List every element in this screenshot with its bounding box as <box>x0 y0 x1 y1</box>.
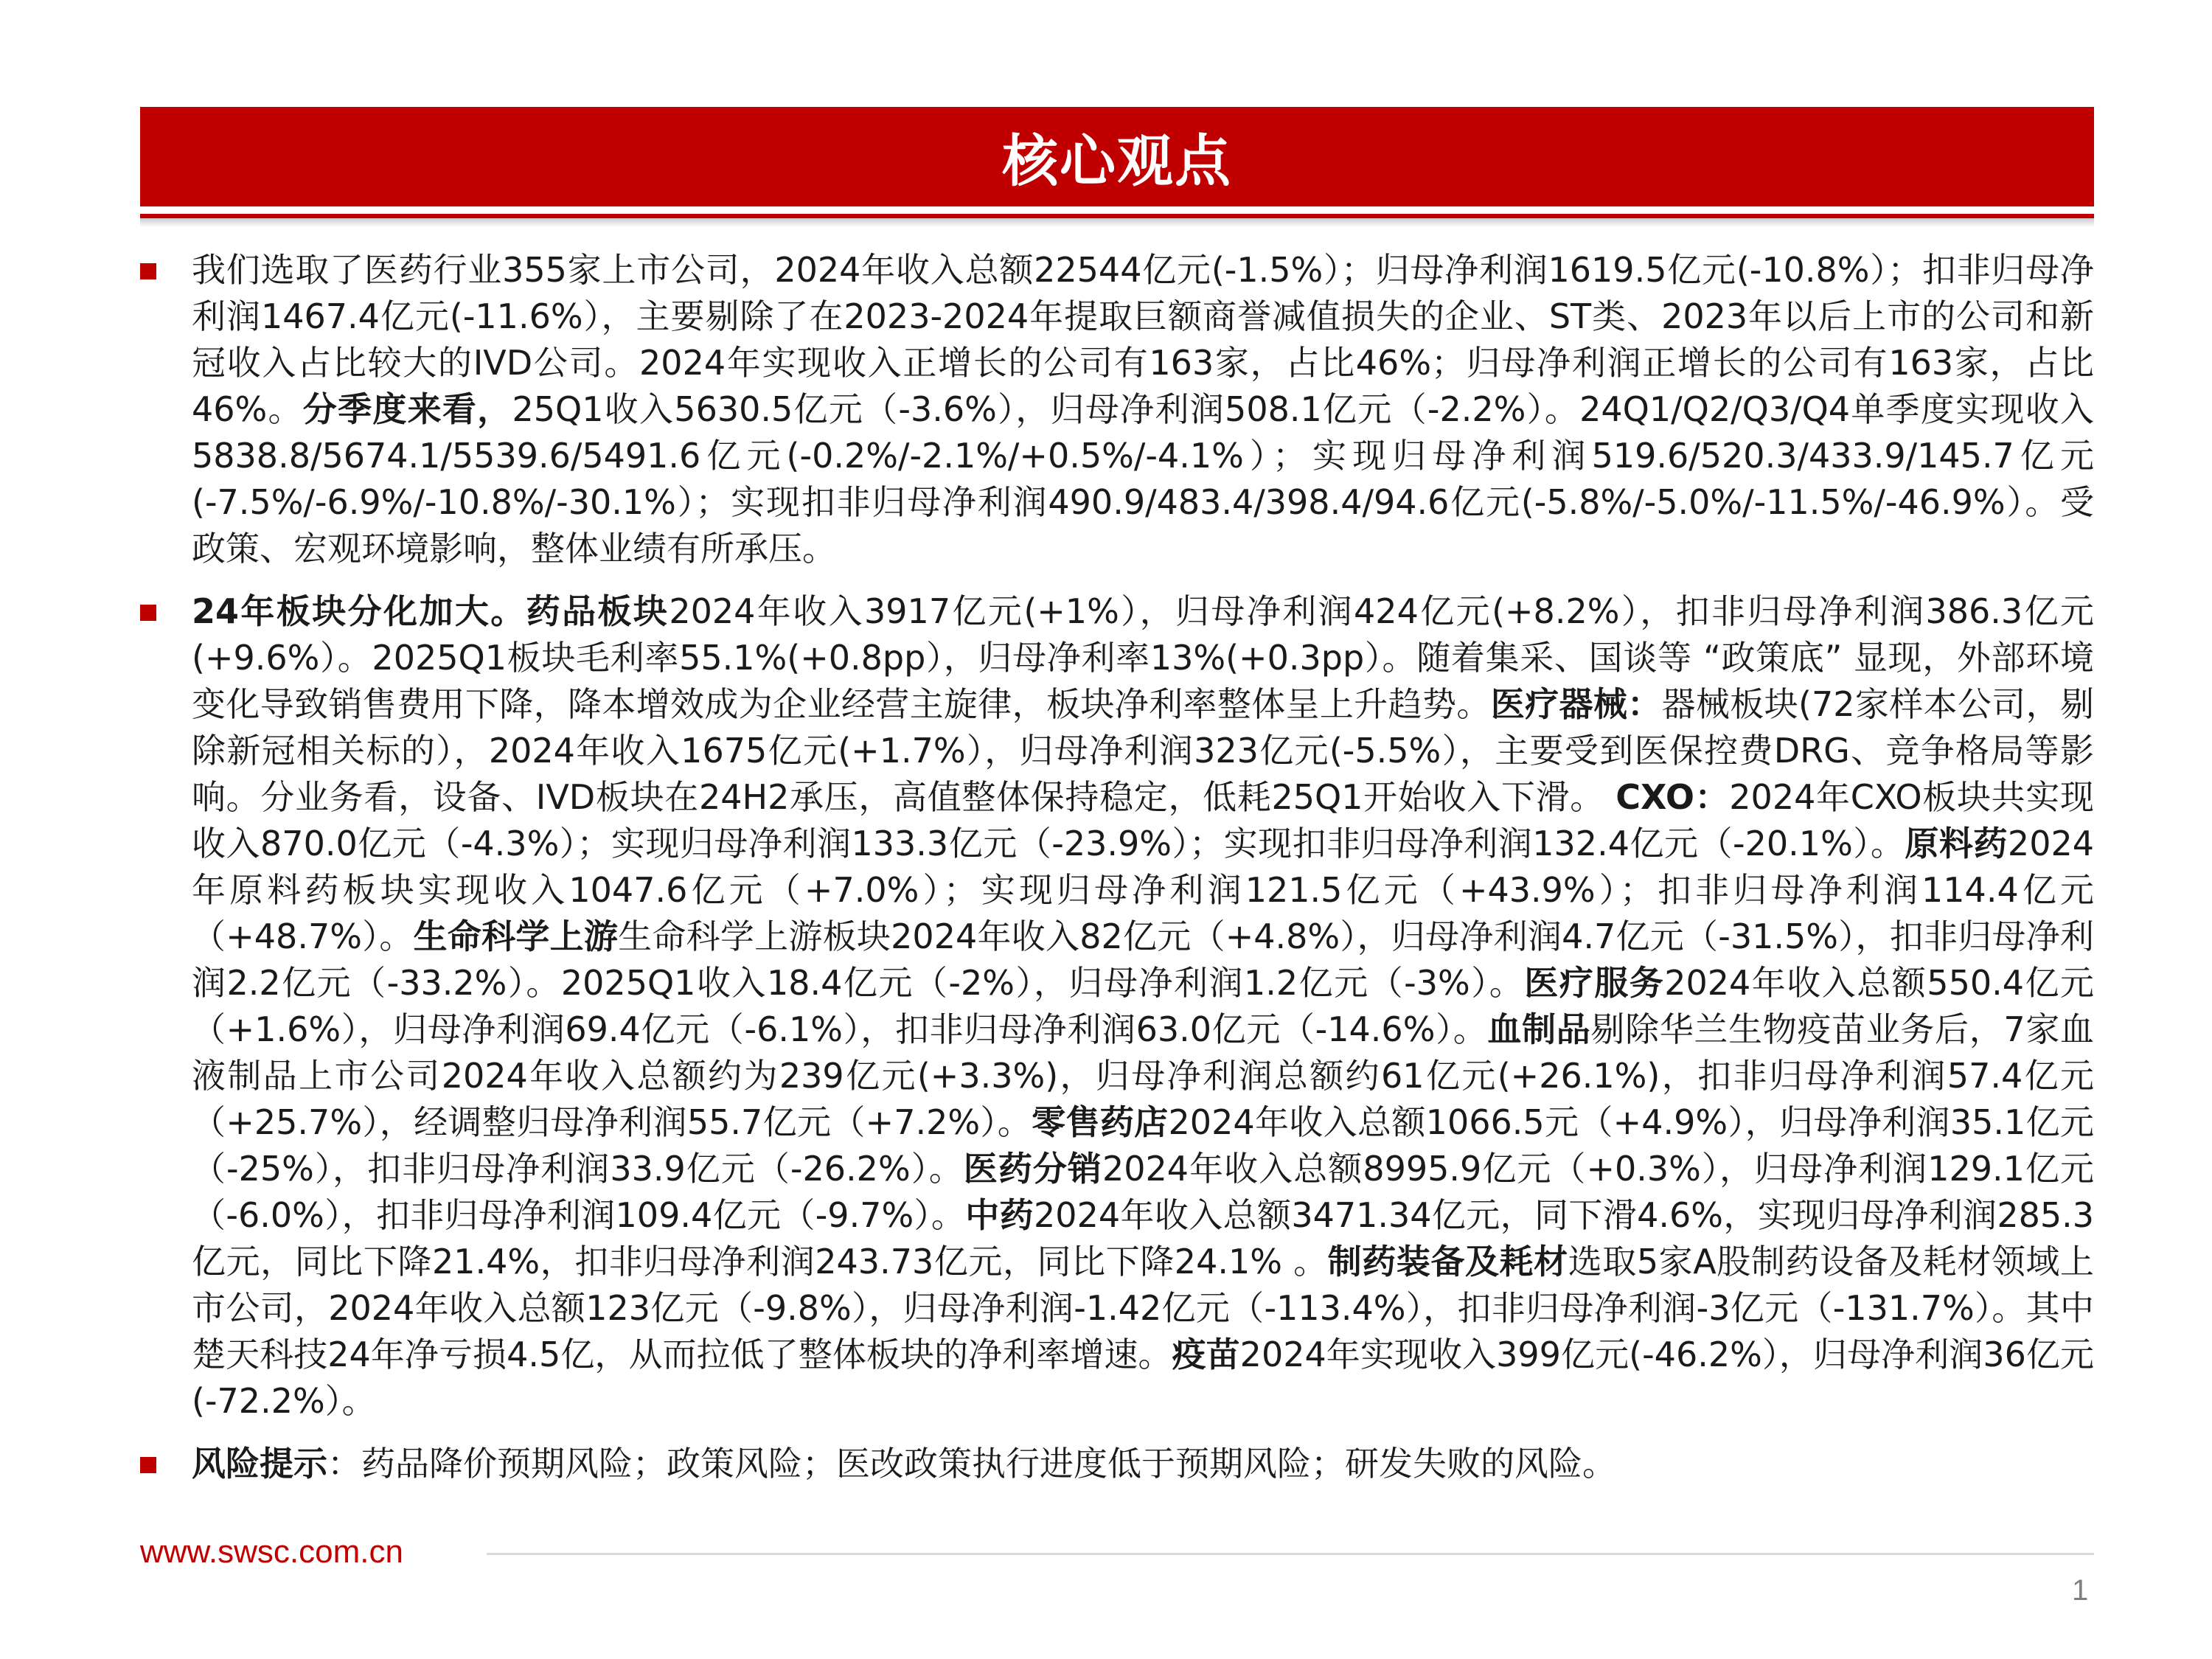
bullet-text <box>192 1444 1616 1484</box>
highlight-segment: 零售药店 <box>1032 1102 1169 1142</box>
text-segment: 2024年收入总额550.4亿元（+1.6%），归母净利润69.4亿元（-6.1%），扣非归母净利润63.0亿元（-14.6%）。 <box>192 963 2095 1049</box>
text-segment: 2024年收入总额1066.5元（+4.9%），归母净利润35.1亿元（-25%），扣非归母净利润33.9亿元（-26.2%）。 <box>192 1102 2094 1189</box>
page-number: 1 <box>2072 1574 2089 1607</box>
bullet-sectors <box>140 588 2094 1425</box>
highlight-segment: 疫苗 <box>1172 1335 1240 1374</box>
highlight-segment: 医药分销 <box>963 1149 1102 1189</box>
footer-website-link[interactable]: www.swsc.com.cn <box>140 1534 403 1570</box>
bullet-text <box>192 591 2094 1421</box>
square-bullet-icon <box>140 263 156 279</box>
bullet-text <box>192 250 2094 568</box>
text-segment: 2024年实现收入399亿元(-46.2%），归母净利润36亿元(-72.2%）。 <box>192 1335 2094 1421</box>
text-segment: 器械板块(72家样本公司，剔除新冠相关标的），2024年收入1675亿元(+1.7%），归母净利润323亿元(-5.5%），主要受到医保控费DRG、竞争格局等影响。分业务看，设备、IVD板块在24H2承压，高值整体保持稳定，低耗25Q1开始收入下滑。 <box>192 684 2095 817</box>
content-body <box>140 247 2094 1503</box>
highlight-segment: 血制品 <box>1487 1009 1591 1049</box>
text-segment: 我们选取了医药行业355家上市公司，2024年收入总额22544亿元(-1.5%）；归母净利润1619.5亿元(-10.8%）；扣非归母净利润1467.4亿元(-11.6%），主要剔除了在2023-2024年提取巨额商誉减值损失的企业、ST类、2023年以后上市的公司和新冠收入占比较大的IVD公司。2024年实现收入正增长的公司有163家，占比46%；归母净利润正增长的公司有163家，占比46%。 <box>192 250 2094 429</box>
highlight-segment: 生命科学上游 <box>413 917 619 956</box>
text-segment: 25Q1收入5630.5亿元（-3.6%），归母净利润508.1亿元（-2.2%）。24Q1/Q2/Q3/Q4单季度实现收入5838.8/5674.1/5539.6/5491.6亿元(-0.2%/-2.1%/+0.5%/-4.1%）；实现归母净利润519.6/520.3/433.9/145.7亿元(-7.5%/-6.9%/-10.8%/-30.1%）；实现扣非归母净利润490.9/483.4/398.4/94.6亿元(-5.8%/-5.0%/-11.5%/-46.9%）。受政策、宏观环境影响，整体业绩有所承压。 <box>192 389 2095 568</box>
highlight-segment: 分季度来看， <box>302 389 512 429</box>
text-segment: 2024年收入总额3471.34亿元，同下滑4.6%，实现归母净利润285.3亿元，同比下降21.4%，扣非归母净利润243.73亿元，同比下降24.1% 。 <box>192 1195 2095 1281</box>
highlight-segment: 医疗服务 <box>1524 963 1665 1003</box>
square-bullet-icon <box>140 605 156 621</box>
text-segment: 选取5家A股制药设备及耗材领域上市公司，2024年收入总额123亿元（-9.8%），归母净利润-1.42亿元（-113.4%），扣非归母净利润-3亿元（-131.7%）。其中楚天科技24年净亏损4.5亿，从而拉低了整体板块的净利率增速。 <box>192 1242 2095 1374</box>
title-divider <box>140 214 2094 227</box>
text-segment: 2024年收入3917亿元(+1%），归母净利润424亿元(+8.2%），扣非归母净利润386.3亿元(+9.6%）。2025Q1板块毛利率55.1%(+0.8pp），归母净利率13%(+0.3pp）。随着集采、国谈等 “政策底” 显现，外部环境变化导致销售费用下降，降本增效成为企业经营主旋律，板块净利率整体呈上升趋势。 <box>192 591 2094 724</box>
page-title: 核心观点 <box>1002 128 1232 194</box>
highlight-segment: 原料药 <box>1905 824 2008 863</box>
bullet-overview <box>140 247 2094 572</box>
highlight-segment: 医疗器械： <box>1490 684 1662 724</box>
text-segment: 2024年CXO板块共实现收入870.0亿元（-4.3%）；实现归母净利润133.3亿元（-23.9%）；实现扣非归母净利润132.4亿元（-20.1%）。 <box>192 777 2094 863</box>
footer-divider <box>487 1553 2094 1555</box>
highlight-segment: 风险提示 <box>192 1444 327 1484</box>
title-banner <box>140 107 2094 206</box>
text-segment: 剔除华兰生物疫苗业务后，7家血液制品上市公司2024年收入总额约为239亿元(+3.3%)，归母净利润总额约61亿元(+26.1%)，扣非归母净利润57.4亿元（+25.7%），经调整归母净利润55.7亿元（+7.2%）。 <box>192 1009 2094 1142</box>
square-bullet-icon <box>140 1457 156 1473</box>
text-segment: 2024年原料药板块实现收入1047.6亿元（+7.0%）；实现归母净利润121.5亿元（+43.9%）；扣非归母净利润114.4亿元（+48.7%）。 <box>192 824 2094 956</box>
text-segment: 生命科学上游板块2024年收入82亿元（+4.8%），归母净利润4.7亿元（-31.5%），扣非归母净利润2.2亿元（-33.2%）。2025Q1收入18.4亿元（-2%），归母净利润1.2亿元（-3%）。 <box>192 917 2094 1003</box>
highlight-segment: 制药装备及耗材 <box>1327 1242 1568 1281</box>
highlight-segment: CXO： <box>1615 777 1730 817</box>
text-segment: ：药品降价预期风险；政策风险；医改政策执行进度低于预期风险；研发失败的风险。 <box>327 1444 1616 1484</box>
highlight-segment: 24年板块分化加大。药品板块 <box>192 591 669 631</box>
bullet-risk <box>140 1441 2094 1487</box>
highlight-segment: 中药 <box>965 1195 1034 1235</box>
text-segment: 2024年收入总额8995.9亿元（+0.3%），归母净利润129.1亿元（-6.0%），扣非归母净利润109.4亿元（-9.7%）。 <box>192 1149 2094 1235</box>
